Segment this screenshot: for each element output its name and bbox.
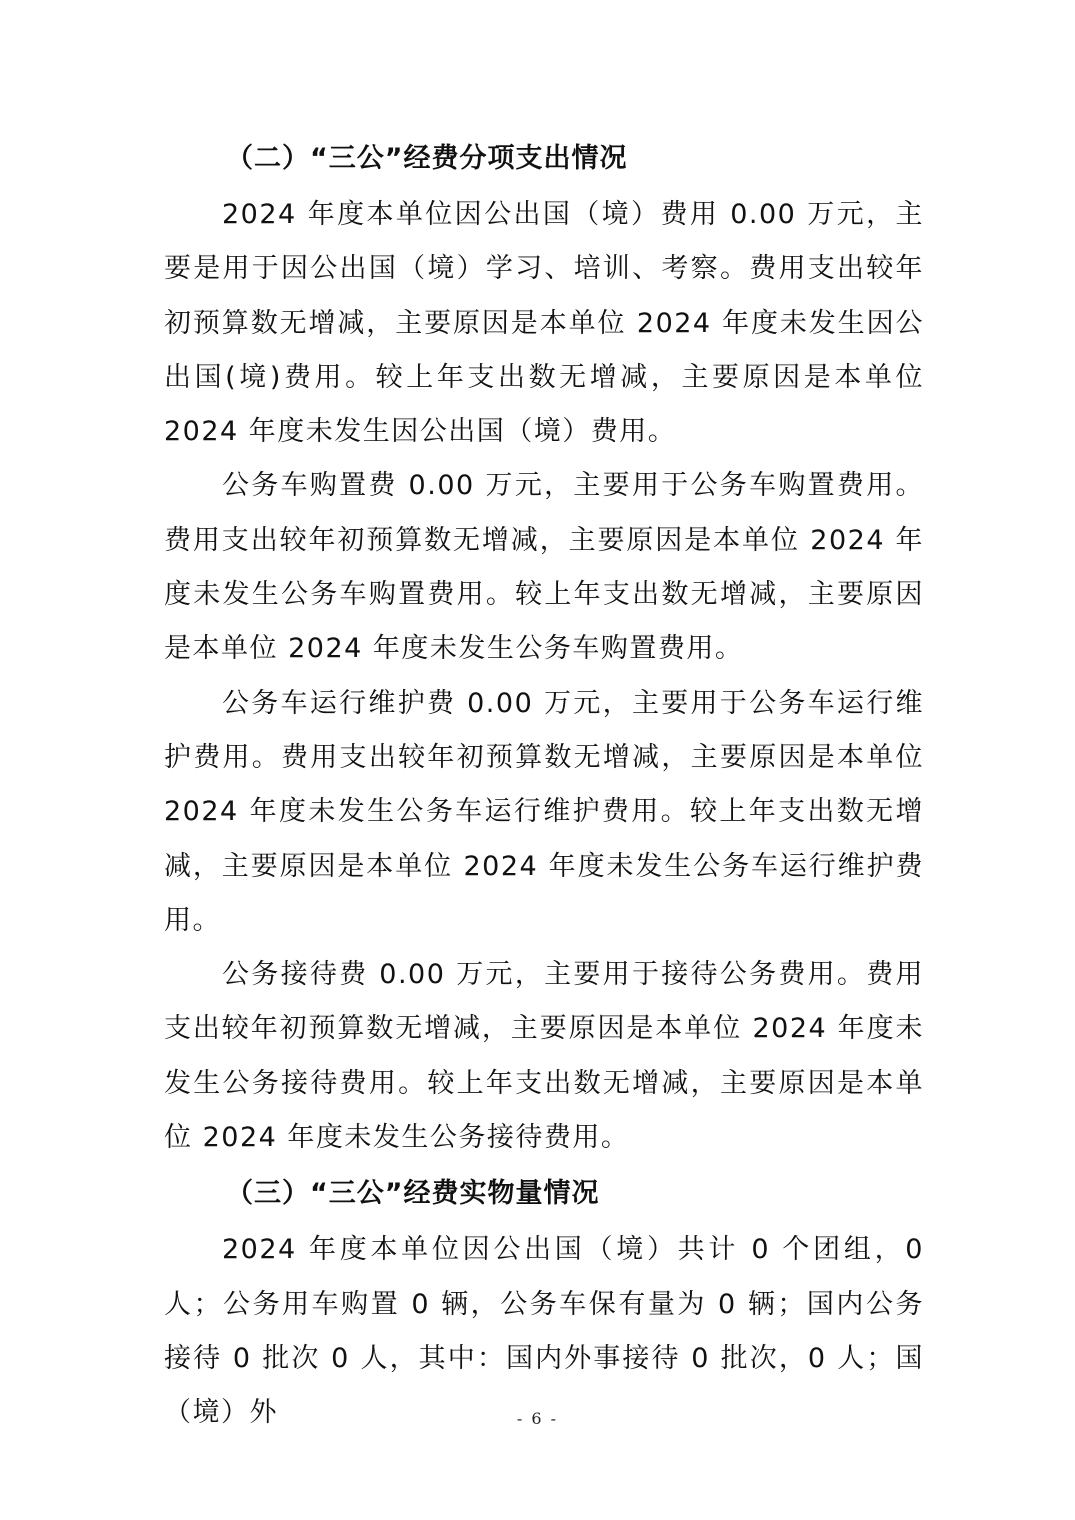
paragraph-vehicle-maintenance: 公务车运行维护费 0.00 万元，主要用于公务车运行维护费用。费用支出较年初预算数无增减，主要原因是本单位 2024 年度未发生公务车运行维护费用。较上年支出数无增减，主要原因是本单位 2024 年度未发生公务车运行维护费用。 [164,687,924,936]
section-heading-3: （三）“三公”经费实物量情况 [226,1178,600,1210]
section-heading-2: （二）“三公”经费分项支出情况 [226,143,628,174]
paragraph-official-reception: 公务接待费 0.00 万元，主要用于接待公务费用。费用支出较年初预算数无增减，主要原因是本单位 2024 年度未发生公务接待费用。较上年支出数无增减，主要原因是本单位 2024 年度未发生公务接待费用。 [164,959,924,1154]
document-body [164,130,924,1441]
paragraph-outbound-travel: 2024 年度本单位因公出国（境）费用 0.00 万元，主要是用于因公出国（境）学习、培训、考察。费用支出较年初预算数无增减，主要原因是本单位 2024 年度未发生因公出国(境)费用。较上年支出数无增减，主要原因是本单位 2024 年度未发生因公出国（境）费用。 [164,199,924,448]
page-number: - 6 - [516,1409,559,1428]
paragraph-vehicle-purchase: 公务车购置费 0.00 万元，主要用于公务车购置费用。费用支出较年初预算数无增减，主要原因是本单位 2024 年度未发生公务车购置费用。较上年支出数无增减，主要原因是本单位 2024 年度未发生公务车购置费用。 [164,470,924,665]
paragraph-physical-quantity: 2024 年度本单位因公出国（境）共计 0 个团组，0 人；公务用车购置 0 辆，公务车保有量为 0 辆；国内公务接待 0 批次 0 人，其中：国内外事接待 0 批次，0 人；国（境）外 [164,1234,924,1429]
